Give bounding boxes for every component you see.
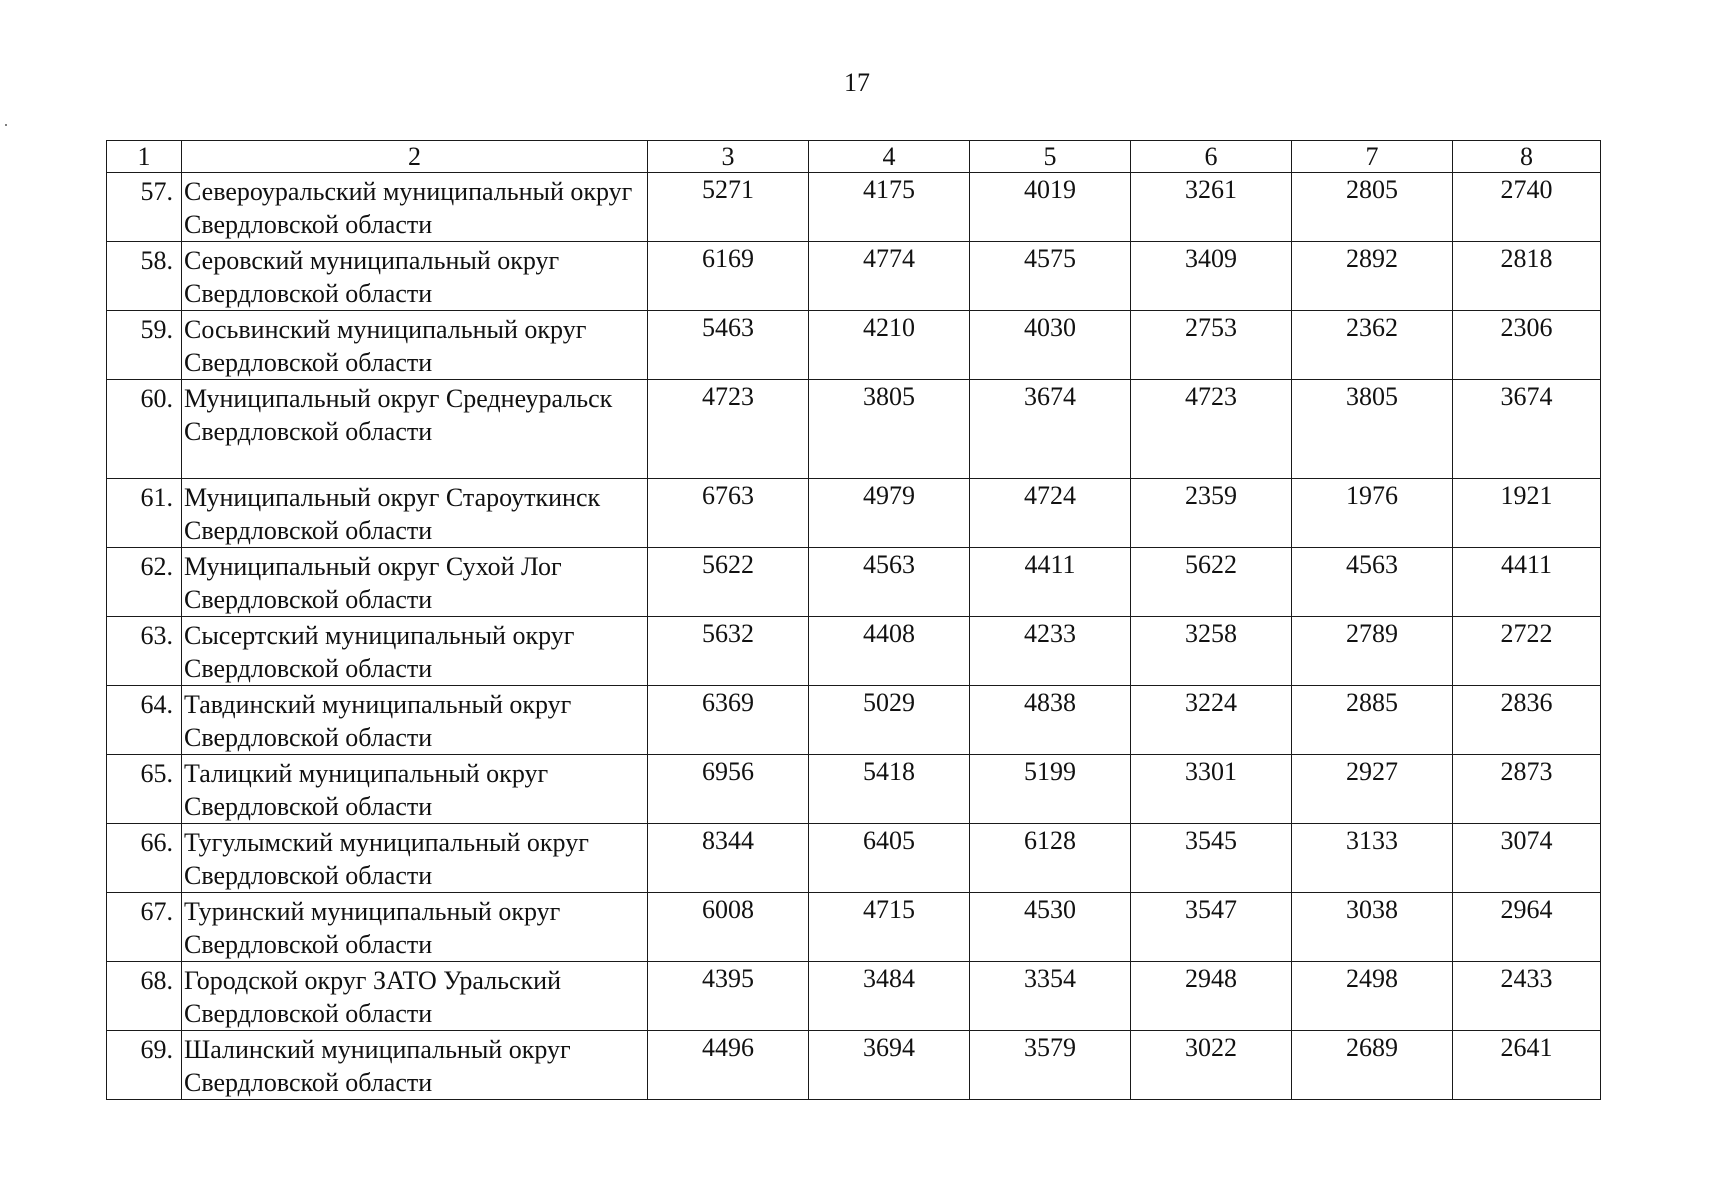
page-number: 17	[844, 68, 870, 97]
value-cell: 2964	[1453, 893, 1601, 962]
row-number: 69.	[107, 1031, 182, 1100]
value-cell: 4411	[970, 548, 1131, 617]
value-cell: 2789	[1292, 617, 1453, 686]
column-header: 6	[1131, 141, 1292, 173]
value-cell: 2885	[1292, 686, 1453, 755]
value-cell: 3074	[1453, 824, 1601, 893]
value-cell: 2927	[1292, 755, 1453, 824]
data-table	[106, 140, 1601, 1100]
row-number: 62.	[107, 548, 182, 617]
value-cell: 5029	[809, 686, 970, 755]
value-cell: 4530	[970, 893, 1131, 962]
row-number: 65.	[107, 755, 182, 824]
value-cell: 5418	[809, 755, 970, 824]
value-cell: 3224	[1131, 686, 1292, 755]
value-cell: 3805	[809, 380, 970, 479]
value-cell: 3409	[1131, 242, 1292, 311]
value-cell: 2689	[1292, 1031, 1453, 1100]
value-cell: 2362	[1292, 311, 1453, 380]
row-number: 61.	[107, 479, 182, 548]
municipality-name: Сосьвинский муниципальный округ Свердловской области	[182, 311, 648, 380]
column-header: 7	[1292, 141, 1453, 173]
value-cell: 6956	[648, 755, 809, 824]
value-cell: 2641	[1453, 1031, 1601, 1100]
municipality-name: Тугулымский муниципальный округ Свердловской области	[182, 824, 648, 893]
value-cell: 4496	[648, 1031, 809, 1100]
row-number: 58.	[107, 242, 182, 311]
value-cell: 3674	[970, 380, 1131, 479]
value-cell: 2805	[1292, 173, 1453, 242]
value-cell: 2433	[1453, 962, 1601, 1031]
column-header: 8	[1453, 141, 1601, 173]
municipality-name: Североуральский муниципальный округ Свердловской области	[182, 173, 648, 242]
value-cell: 2836	[1453, 686, 1601, 755]
row-number: 66.	[107, 824, 182, 893]
value-cell: 4411	[1453, 548, 1601, 617]
value-cell: 8344	[648, 824, 809, 893]
table-row	[107, 548, 1601, 617]
value-cell: 6128	[970, 824, 1131, 893]
value-cell: 4030	[970, 311, 1131, 380]
value-cell: 6405	[809, 824, 970, 893]
value-cell: 3301	[1131, 755, 1292, 824]
value-cell: 5271	[648, 173, 809, 242]
table-row	[107, 242, 1601, 311]
municipality-name: Туринский муниципальный округ Свердловской области	[182, 893, 648, 962]
value-cell: 2359	[1131, 479, 1292, 548]
value-cell: 2722	[1453, 617, 1601, 686]
value-cell: 2873	[1453, 755, 1601, 824]
row-number: 57.	[107, 173, 182, 242]
table-row	[107, 380, 1601, 479]
row-number: 67.	[107, 893, 182, 962]
column-header: 1	[107, 141, 182, 173]
value-cell: 4575	[970, 242, 1131, 311]
table-row	[107, 173, 1601, 242]
value-cell: 6369	[648, 686, 809, 755]
value-cell: 3038	[1292, 893, 1453, 962]
value-cell: 3694	[809, 1031, 970, 1100]
value-cell: 4563	[1292, 548, 1453, 617]
column-header: 5	[970, 141, 1131, 173]
value-cell: 4408	[809, 617, 970, 686]
row-number: 68.	[107, 962, 182, 1031]
table-row	[107, 686, 1601, 755]
table-row	[107, 893, 1601, 962]
value-cell: 4210	[809, 311, 970, 380]
value-cell: 4724	[970, 479, 1131, 548]
municipality-name: Сысертский муниципальный округ Свердловской области	[182, 617, 648, 686]
value-cell: 2498	[1292, 962, 1453, 1031]
value-cell: 3133	[1292, 824, 1453, 893]
column-header: 2	[182, 141, 648, 173]
value-cell: 3579	[970, 1031, 1131, 1100]
value-cell: 3547	[1131, 893, 1292, 962]
table-header-row	[107, 141, 1601, 173]
municipality-name: Городской округ ЗАТО Уральский Свердловской области	[182, 962, 648, 1031]
value-cell: 5632	[648, 617, 809, 686]
scan-artifact-dot	[5, 124, 7, 126]
value-cell: 4979	[809, 479, 970, 548]
value-cell: 4563	[809, 548, 970, 617]
value-cell: 4723	[648, 380, 809, 479]
table-row	[107, 479, 1601, 548]
value-cell: 1921	[1453, 479, 1601, 548]
value-cell: 2818	[1453, 242, 1601, 311]
value-cell: 3354	[970, 962, 1131, 1031]
value-cell: 2753	[1131, 311, 1292, 380]
column-header: 3	[648, 141, 809, 173]
municipality-name: Шалинский муниципальный округ Свердловской области	[182, 1031, 648, 1100]
value-cell: 2892	[1292, 242, 1453, 311]
table-row	[107, 617, 1601, 686]
value-cell: 4233	[970, 617, 1131, 686]
municipality-name: Тавдинский муниципальный округ Свердловской области	[182, 686, 648, 755]
table-row	[107, 962, 1601, 1031]
table-row	[107, 755, 1601, 824]
value-cell: 3258	[1131, 617, 1292, 686]
value-cell: 4715	[809, 893, 970, 962]
value-cell: 5622	[648, 548, 809, 617]
value-cell: 2948	[1131, 962, 1292, 1031]
value-cell: 5622	[1131, 548, 1292, 617]
value-cell: 6763	[648, 479, 809, 548]
municipality-name: Серовский муниципальный округ Свердловской области	[182, 242, 648, 311]
row-number: 64.	[107, 686, 182, 755]
value-cell: 5199	[970, 755, 1131, 824]
value-cell: 4723	[1131, 380, 1292, 479]
value-cell: 6169	[648, 242, 809, 311]
value-cell: 4175	[809, 173, 970, 242]
value-cell: 2740	[1453, 173, 1601, 242]
value-cell: 4838	[970, 686, 1131, 755]
column-header: 4	[809, 141, 970, 173]
table-row	[107, 1031, 1601, 1100]
value-cell: 3805	[1292, 380, 1453, 479]
value-cell: 6008	[648, 893, 809, 962]
value-cell: 5463	[648, 311, 809, 380]
value-cell: 4774	[809, 242, 970, 311]
row-number: 63.	[107, 617, 182, 686]
value-cell: 3261	[1131, 173, 1292, 242]
table-row	[107, 311, 1601, 380]
value-cell: 3545	[1131, 824, 1292, 893]
value-cell: 3022	[1131, 1031, 1292, 1100]
row-number: 59.	[107, 311, 182, 380]
value-cell: 2306	[1453, 311, 1601, 380]
value-cell: 3674	[1453, 380, 1601, 479]
municipality-name: Муниципальный округ Среднеуральск Свердловской области	[182, 380, 648, 479]
municipality-name: Талицкий муниципальный округ Свердловской области	[182, 755, 648, 824]
municipality-name: Муниципальный округ Староуткинск Свердловской области	[182, 479, 648, 548]
municipality-name: Муниципальный округ Сухой Лог Свердловской области	[182, 548, 648, 617]
value-cell: 4395	[648, 962, 809, 1031]
value-cell: 1976	[1292, 479, 1453, 548]
table-row	[107, 824, 1601, 893]
row-number: 60.	[107, 380, 182, 479]
value-cell: 3484	[809, 962, 970, 1031]
value-cell: 4019	[970, 173, 1131, 242]
